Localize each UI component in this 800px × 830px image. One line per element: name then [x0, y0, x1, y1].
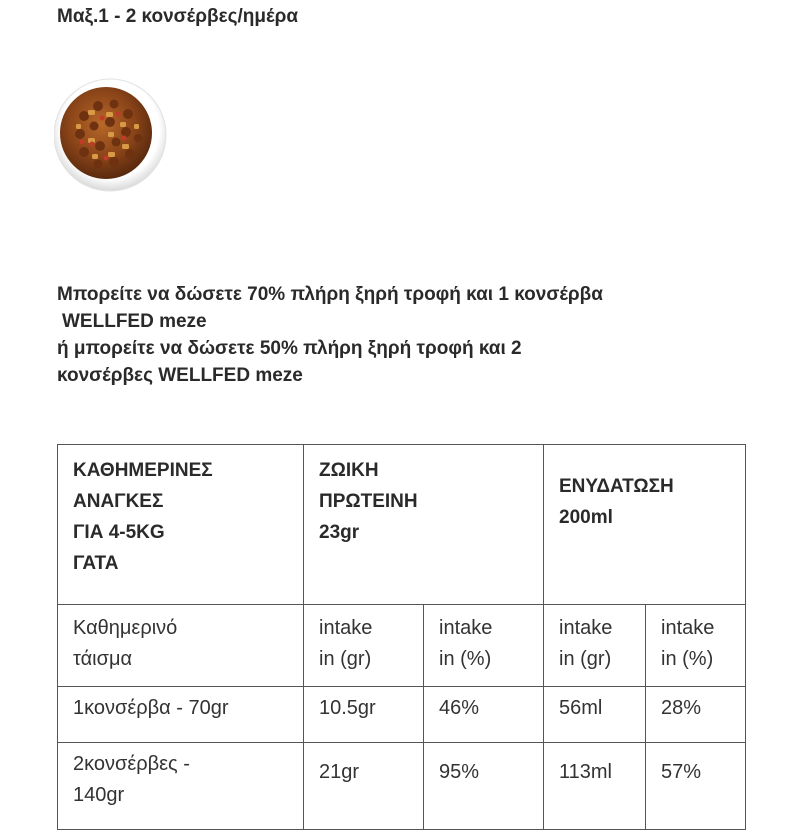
header-text: 23gr: [319, 522, 360, 543]
cell-text: Καθημερινό: [73, 617, 178, 639]
subheader-protein-pct: [424, 605, 544, 687]
cell-protein-gr: 10.5gr: [304, 687, 424, 743]
feeding-description: [57, 281, 777, 389]
table-subheader-row: [58, 605, 746, 687]
description-line: ή μπορείτε να δώσετε 50% πλήρη ξηρή τροφή και 2: [57, 338, 522, 359]
cell-text: in (gr): [319, 648, 372, 670]
cell-feeding: [58, 743, 304, 830]
header-text: ΓΙΑ 4-5KG: [73, 522, 165, 543]
cell-text: 140gr: [73, 784, 125, 806]
cell-text: intake: [439, 617, 493, 639]
cell-text: in (%): [661, 648, 714, 670]
cell-hydration-pct: 28%: [646, 687, 746, 743]
header-text: ΓΑΤΑ: [73, 553, 119, 574]
table-row: [58, 743, 746, 830]
description-line: κονσέρβες WELLFED meze: [57, 365, 303, 386]
cell-protein-gr: 21gr: [304, 743, 424, 830]
food-bowl-image: [54, 76, 172, 194]
header-daily-needs: [58, 445, 304, 605]
description-line: Μπορείτε να δώσετε 70% πλήρη ξηρή τροφή και 1 κονσέρβα: [57, 284, 603, 305]
cell-feeding: [58, 687, 304, 743]
header-hydration: [544, 445, 746, 605]
food-bowl-icon: [54, 76, 172, 194]
cell-hydration-pct: 57%: [646, 743, 746, 830]
subheader-protein-gr: [304, 605, 424, 687]
cell-protein-pct: 95%: [424, 743, 544, 830]
page-title: Μαξ.1 - 2 κονσέρβες/ημέρα: [57, 6, 299, 27]
nutrition-table: [57, 444, 746, 830]
cell-protein-pct: 46%: [424, 687, 544, 743]
header-text: 200ml: [559, 507, 613, 528]
description-line: WELLFED meze: [62, 311, 207, 332]
cell-hydration-ml: 113ml: [544, 743, 646, 830]
cell-hydration-ml: 56ml: [544, 687, 646, 743]
cell-text: intake: [559, 617, 613, 639]
cell-text: in (%): [439, 648, 492, 670]
cell-text: 2κονσέρβες -: [73, 753, 190, 775]
cell-text: 1κονσέρβα - 70gr: [73, 697, 229, 719]
header-text: ΑΝΑΓΚΕΣ: [73, 491, 164, 512]
header-animal-protein: [304, 445, 544, 605]
cell-text: in (gr): [559, 648, 612, 670]
cell-text: intake: [661, 617, 715, 639]
subheader-feeding: [58, 605, 304, 687]
header-text: ΠΡΩΤΕΙΝΗ: [319, 491, 418, 512]
table-header-row: [58, 445, 746, 605]
header-text: ΕΝΥΔΑΤΩΣΗ: [559, 476, 674, 497]
table-row: [58, 687, 746, 743]
cell-text: τάισμα: [73, 648, 133, 670]
subheader-hydration-gr: [544, 605, 646, 687]
cell-text: intake: [319, 617, 373, 639]
header-text: ΖΩΙΚΗ: [319, 460, 379, 481]
header-text: ΚΑΘΗΜΕΡΙΝΕΣ: [73, 460, 213, 481]
subheader-hydration-pct: [646, 605, 746, 687]
